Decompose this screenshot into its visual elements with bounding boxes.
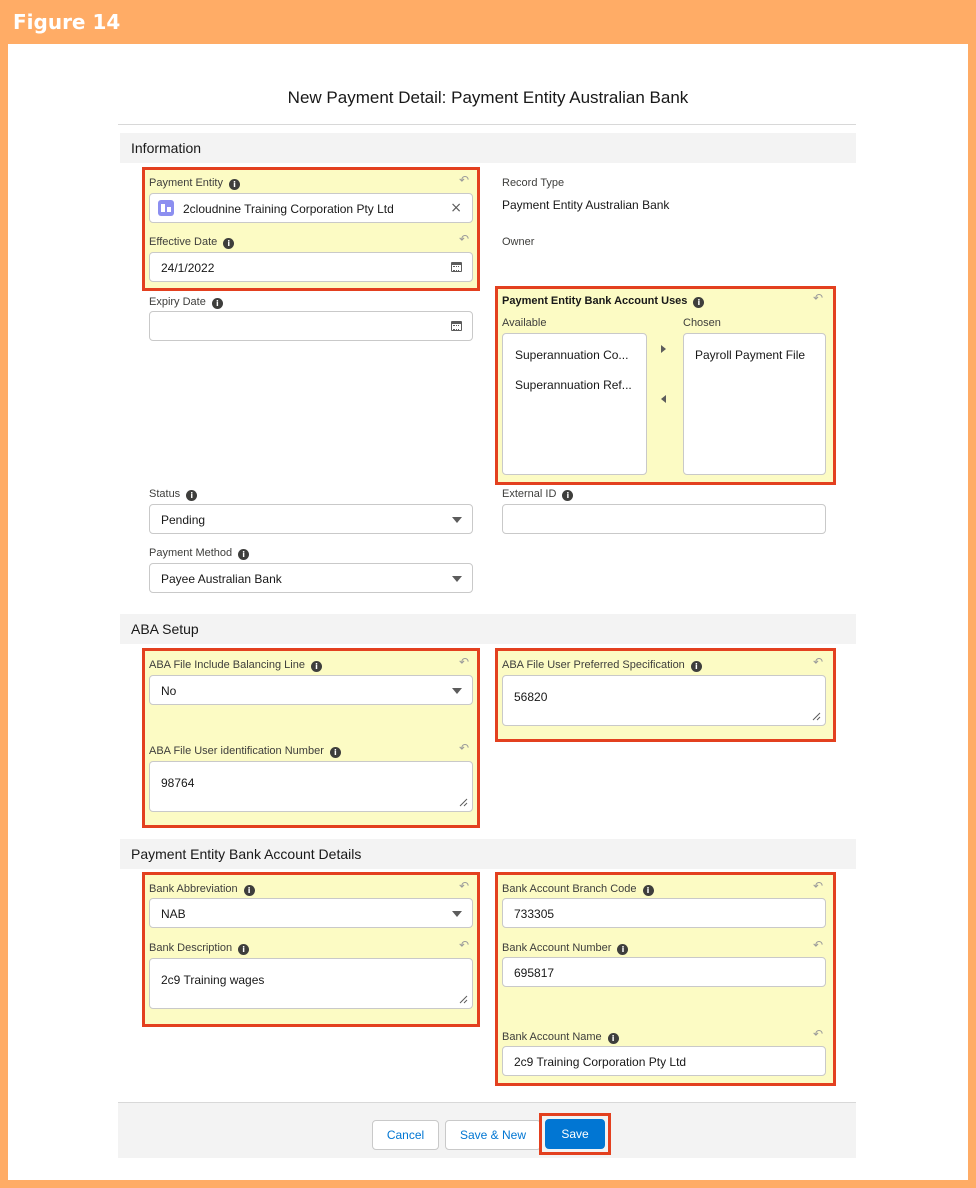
branch-code-label: Bank Account Branch Code i	[502, 883, 654, 896]
account-name-label: Bank Account Name i	[502, 1031, 619, 1044]
record-type-label: Record Type	[502, 177, 565, 189]
info-icon[interactable]: i	[617, 944, 628, 955]
chevron-down-icon	[452, 688, 462, 694]
info-icon[interactable]: i	[608, 1033, 619, 1044]
status-label: Status i	[149, 488, 197, 501]
branch-code-value: 733305	[514, 907, 555, 921]
bank-account-uses-label: Payment Entity Bank Account Uses i	[502, 295, 704, 308]
undo-icon[interactable]: ↶	[459, 741, 470, 755]
save-button[interactable]: Save	[545, 1119, 605, 1149]
info-icon[interactable]: i	[212, 298, 223, 309]
record-type-value: Payment Entity Australian Bank	[502, 198, 670, 212]
section-bank-details[interactable]	[120, 839, 856, 869]
available-label: Available	[502, 317, 547, 329]
undo-icon[interactable]: ↶	[459, 232, 470, 246]
payment-method-label: Payment Method i	[149, 547, 249, 560]
info-icon[interactable]: i	[186, 490, 197, 501]
chosen-option[interactable]: Payroll Payment File	[695, 348, 806, 362]
info-icon[interactable]: i	[311, 661, 322, 672]
page-title: New Payment Detail: Payment Entity Australian Bank	[287, 88, 689, 107]
preferred-spec-textarea[interactable]	[502, 675, 826, 726]
section-information-label: Information	[131, 140, 202, 156]
expiry-date-input[interactable]	[149, 311, 473, 341]
info-icon[interactable]: i	[244, 885, 255, 896]
account-name-input[interactable]	[502, 1046, 826, 1076]
info-icon[interactable]: i	[330, 747, 341, 758]
user-id-number-textarea[interactable]	[149, 761, 473, 812]
external-id-input[interactable]	[502, 504, 826, 534]
chevron-down-icon	[452, 576, 462, 582]
balancing-line-value: No	[161, 684, 177, 698]
payment-method-select[interactable]	[149, 563, 473, 593]
payment-entity-value: 2cloudnine Training Corporation Pty Ltd	[183, 202, 394, 216]
undo-icon[interactable]: ↶	[813, 879, 824, 893]
undo-icon[interactable]: ↶	[459, 938, 470, 952]
account-number-label: Bank Account Number i	[502, 942, 628, 955]
undo-icon[interactable]: ↶	[459, 173, 470, 187]
bank-description-label: Bank Description i	[149, 942, 249, 955]
move-right-icon[interactable]	[661, 345, 666, 353]
calendar-icon[interactable]	[451, 262, 462, 272]
undo-icon[interactable]: ↶	[813, 291, 824, 305]
move-left-icon[interactable]	[661, 395, 666, 403]
info-icon[interactable]: i	[238, 549, 249, 560]
calendar-icon[interactable]	[451, 321, 462, 331]
info-icon[interactable]: i	[223, 238, 234, 249]
undo-icon[interactable]: ↶	[459, 879, 470, 893]
info-icon[interactable]: i	[238, 944, 249, 955]
balancing-line-label: ABA File Include Balancing Line i	[149, 659, 322, 672]
undo-icon[interactable]: ↶	[813, 655, 824, 669]
bank-description-value: 2c9 Training wages	[161, 973, 265, 987]
available-option[interactable]: Superannuation Co...	[515, 348, 629, 362]
chosen-label: Chosen	[683, 317, 721, 329]
payment-method-value: Payee Australian Bank	[161, 572, 282, 586]
resize-handle-icon[interactable]	[458, 994, 468, 1004]
payment-entity-label: Payment Entity i	[149, 177, 240, 190]
user-id-number-value: 98764	[161, 776, 195, 790]
external-id-label: External ID i	[502, 488, 573, 501]
bank-description-textarea[interactable]	[149, 958, 473, 1009]
effective-date-value: 24/1/2022	[161, 261, 215, 275]
branch-code-input[interactable]	[502, 898, 826, 928]
section-aba-setup[interactable]	[120, 614, 856, 644]
chosen-listbox[interactable]	[683, 333, 826, 475]
info-icon[interactable]: i	[562, 490, 573, 501]
payment-entity-icon	[158, 200, 174, 216]
section-bank-details-label: Payment Entity Bank Account Details	[131, 846, 362, 862]
info-icon[interactable]: i	[693, 297, 704, 308]
preferred-spec-value: 56820	[514, 690, 548, 704]
effective-date-label: Effective Date i	[149, 236, 234, 249]
user-id-number-label: ABA File User identification Number i	[149, 745, 341, 758]
expiry-date-label: Expiry Date i	[149, 296, 223, 309]
undo-icon[interactable]: ↶	[813, 938, 824, 952]
cancel-button[interactable]: Cancel	[372, 1120, 439, 1150]
figure-banner	[0, 0, 976, 44]
undo-icon[interactable]: ↶	[813, 1027, 824, 1041]
chevron-down-icon	[452, 911, 462, 917]
balancing-line-select[interactable]	[149, 675, 473, 705]
preferred-spec-label: ABA File User Preferred Specification i	[502, 659, 702, 672]
bank-abbreviation-select[interactable]	[149, 898, 473, 928]
title-divider	[118, 124, 856, 125]
available-listbox[interactable]	[502, 333, 647, 475]
save-and-new-button[interactable]: Save & New	[445, 1120, 541, 1150]
bank-abbreviation-value: NAB	[161, 907, 186, 921]
info-icon[interactable]: i	[643, 885, 654, 896]
info-icon[interactable]: i	[691, 661, 702, 672]
section-information[interactable]	[120, 133, 856, 163]
info-icon[interactable]: i	[229, 179, 240, 190]
status-value: Pending	[161, 513, 206, 527]
status-select[interactable]	[149, 504, 473, 534]
account-number-input[interactable]	[502, 957, 826, 987]
account-number-value: 695817	[514, 966, 555, 980]
available-option[interactable]: Superannuation Ref...	[515, 378, 632, 392]
figure-label: Figure 14	[13, 10, 121, 34]
bank-abbreviation-label: Bank Abbreviation i	[149, 883, 255, 896]
clear-icon[interactable]: ×	[450, 200, 462, 216]
owner-label: Owner	[502, 236, 535, 248]
section-aba-setup-label: ABA Setup	[131, 621, 199, 637]
account-name-value: 2c9 Training Corporation Pty Ltd	[514, 1055, 687, 1069]
undo-icon[interactable]: ↶	[459, 655, 470, 669]
payment-entity-lookup[interactable]	[149, 193, 473, 223]
chevron-down-icon	[452, 517, 462, 523]
resize-handle-icon[interactable]	[811, 711, 821, 721]
effective-date-input[interactable]	[149, 252, 473, 282]
resize-handle-icon[interactable]	[458, 797, 468, 807]
